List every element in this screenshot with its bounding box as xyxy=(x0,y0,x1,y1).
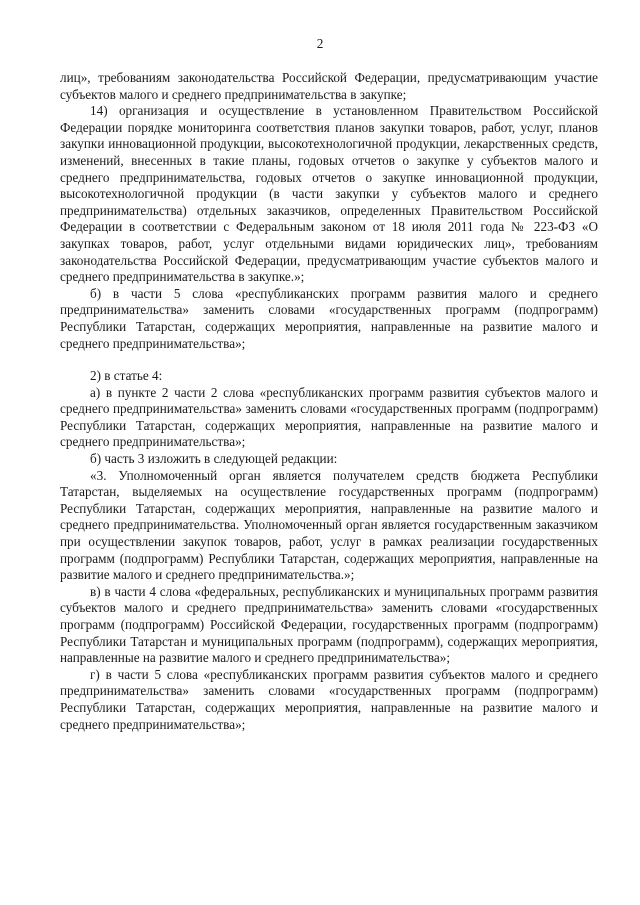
paragraph-item-14: 14) организация и осуществление в установленном Правительством Российской Федерации порядке мониторинга соответствия планов закупки товаров, работ, услуг, планов закупки инновационной продукции, высокотехнологичной продукции, лекарственных средств, изменений, внесенных в такие планы, годовых отчетов о закупке у субъектов малого и среднего предпринимательства, годовых отчетов о закупке инновационной продукции, высокотехнологичной продукции (в части закупки у субъектов малого и среднего предпринимательства) отдельных заказчиков, определенных Правительством Российской Федерации в соответствии с Федеральным законом от 18 июля 2011 года № 223-ФЗ «О закупках товаров, работ, услуг отдельными видами юридических лиц», требованиям законодательства Российской Федерации, предусматривающим участие субъектов малого и среднего предпринимательства в закупке.»; xyxy=(60,103,598,285)
paragraph-item-g: г) в части 5 слова «республиканских программ развития субъектов малого и среднего предпринимательства» заменить словами «государственных программ (подпрограмм) Республики Татарстан, содержащих мероприятия, направленные на развитие малого и среднего предпринимательства»; xyxy=(60,666,598,732)
paragraph-item-b-part-5: б) в части 5 слова «республиканских программ развития малого и среднего предпринимательства» заменить словами «государственных программ (подпрограмм) Республики Татарстан, содержащих мероприятия, направленные на развитие малого и среднего предпринимательства»; xyxy=(60,285,598,351)
document-body xyxy=(60,70,598,733)
paragraph-item-a: а) в пункте 2 части 2 слова «республиканских программ развития субъектов малого и среднего предпринимательства» заменить словами «государственных программ (подпрограмм) Республики Татарстан, содержащих мероприятия, направленные на развитие малого и среднего предпринимательства»; xyxy=(60,384,598,450)
page-number: 2 xyxy=(316,36,324,51)
paragraph-continuation: лиц», требованиям законодательства Российской Федерации, предусматривающим участие субъектов малого и среднего предпринимательства в закупке; xyxy=(60,70,598,102)
paragraph-item-b: б) часть 3 изложить в следующей редакции: xyxy=(90,451,338,467)
paragraph-item-v: в) в части 4 слова «федеральных, республиканских и муниципальных программ развития субъектов малого и среднего предпринимательства» заменить словами «государственных программ (подпрограмм) Российской Федерации, государственных программ (подпрограмм) Республики Татарстан и муниципальных программ (подпрограмм), содержащих мероприятия, направленные на развитие малого и среднего предпринимательства»; xyxy=(60,583,598,666)
paragraph-part-3-text: «3. Уполномоченный орган является получателем средств бюджета Республики Татарстан, выделяемых на осуществление государственных программ (подпрограмм) Республики Татарстан, содержащих мероприятия, направленные на развитие малого и среднего предпринимательства. Уполномоченный орган является государственным заказчиком при осуществлении закупок товаров, работ, услуг в рамках реализации государственных программ (подпрограмм) Республики Татарстан, содержащих мероприятия, направленные на развитие малого и среднего предпринимательства.»; xyxy=(60,467,598,583)
paragraph-article-4-heading: 2) в статье 4: xyxy=(90,368,163,384)
